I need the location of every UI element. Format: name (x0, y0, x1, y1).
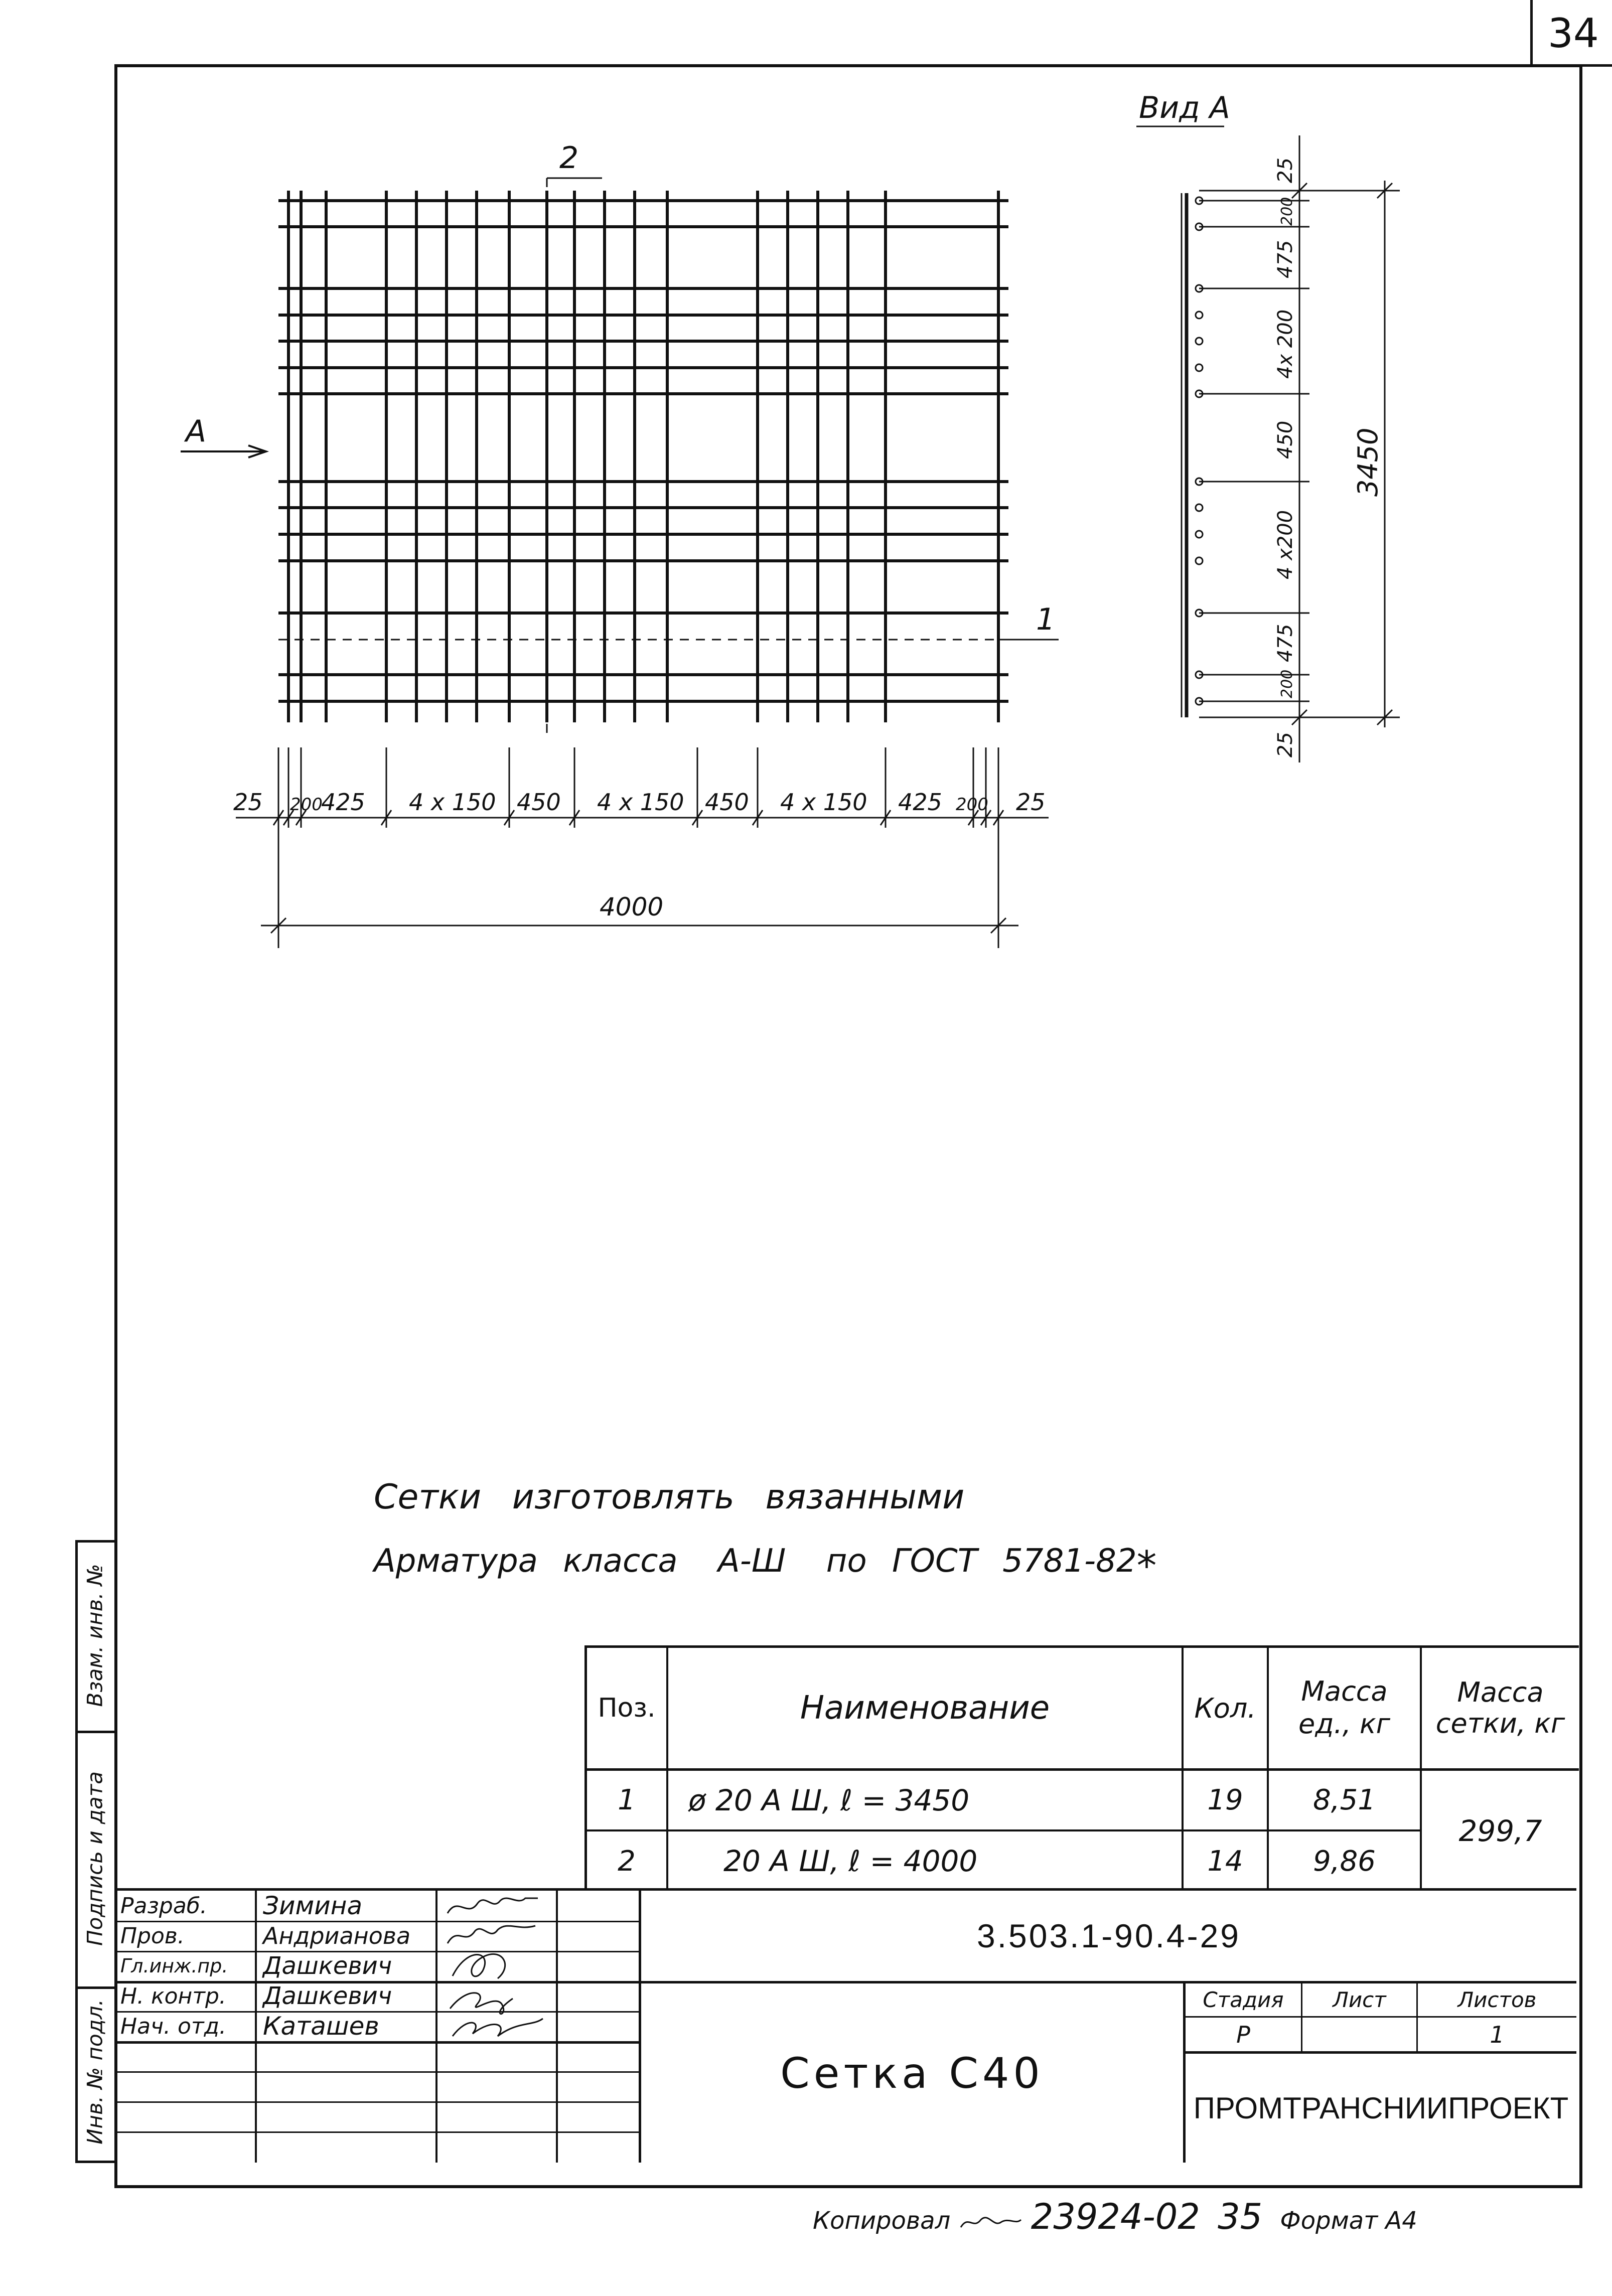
vdim-label: 4х 200 (1274, 309, 1297, 379)
note-line-1: Сетки изготовлять вязанными (374, 1477, 965, 1517)
vdim-label: 4 х200 (1274, 510, 1297, 579)
vdim-label: 450 (1274, 420, 1297, 459)
side-stamp-divider-2 (75, 1986, 114, 1989)
role-chief-engineer: Гл.инж.пр. (120, 1955, 228, 1977)
name-dept-head: Каташев (263, 2012, 379, 2041)
longitudinal-bars (288, 191, 998, 722)
side-field-signature-date: Подпись и дата (82, 1771, 107, 1946)
row-1-qty: 19 (1207, 1784, 1243, 1816)
name-checker: Андрианова (263, 1922, 411, 1949)
hdim-label: 200 (290, 795, 323, 815)
stage-value: Р (1236, 2021, 1250, 2048)
section-label-1: 1 (1036, 602, 1056, 637)
arrow-a-label: А (186, 414, 207, 449)
copied-label: Копировал (813, 2207, 951, 2235)
hdim-label: 450 (517, 789, 561, 816)
role-dept-head: Нач. отд. (120, 2013, 226, 2039)
hdim-label: 425 (321, 789, 365, 816)
side-field-original-inv: Инв. № подл. (82, 1999, 107, 2145)
row-2-qty: 14 (1207, 1845, 1243, 1878)
row-2-unit-mass: 9,86 (1313, 1845, 1376, 1878)
asterisk: * (1136, 1543, 1157, 1589)
row-1-name: ø 20 А Ш, ℓ = 3450 (688, 1783, 970, 1817)
hdim-label: 25 (233, 789, 263, 816)
mesh-mass-total: 299,7 (1458, 1813, 1542, 1848)
role-checker: Пров. (120, 1923, 185, 1949)
section-label-2: 2 (559, 140, 579, 176)
overall-height-label: 3450 (1352, 427, 1384, 497)
drawing-title: Сетка С40 (780, 2048, 1044, 2098)
role-norm-control: Н. контр. (120, 1983, 226, 2009)
format-label: Формат А4 (1280, 2207, 1417, 2235)
hdim-label: 450 (705, 789, 749, 816)
note-line-2 (374, 1543, 1157, 1589)
vertical-dimension-labels (1274, 158, 1297, 757)
organization: ПРОМТРАНСНИИПРОЕКТ (1193, 2091, 1569, 2125)
name-developer: Зимина (263, 1891, 363, 1920)
stage-label: Стадия (1203, 1987, 1284, 2012)
mesh-drawing (0, 0, 1612, 1003)
hdim-label: 4 х 150 (780, 789, 867, 816)
hdim-label: 200 (956, 795, 988, 815)
overall-width-label: 4000 (600, 892, 664, 922)
row-1-pos: 1 (618, 1784, 636, 1816)
row-1-unit-mass: 8,51 (1313, 1784, 1376, 1816)
copier-signature (958, 2210, 1023, 2235)
spec-table (584, 1645, 1579, 1891)
horizontal-dimension-labels (233, 789, 1046, 816)
sheet-sequence: 35 (1218, 2196, 1263, 2237)
vdim-label: 200 (1278, 197, 1296, 226)
sheets-value: 1 (1490, 2021, 1505, 2048)
vdim-label: 475 (1274, 624, 1297, 662)
name-norm-control: Дашкевич (263, 1982, 392, 2010)
header-mesh-mass: Масса сетки, кг (1435, 1676, 1565, 1739)
class-designation: А-Ш (717, 1543, 786, 1580)
side-stamp-divider-1 (75, 1731, 114, 1733)
vdim-label: 25 (1274, 732, 1297, 757)
order-number: 23924-02 (1031, 2196, 1200, 2237)
bar-sections (1196, 197, 1203, 705)
transverse-bars (278, 201, 1008, 701)
name-chief-engineer: Дашкевич (263, 1952, 392, 1980)
hdim-label: 425 (898, 789, 942, 816)
row-2-pos: 2 (618, 1845, 636, 1878)
sheet-label: Лист (1333, 1987, 1386, 2012)
hdim-label: 4 х 150 (409, 789, 496, 816)
signatures (437, 1891, 588, 2046)
hdim-label: 4 х 150 (597, 789, 684, 816)
row-2-name: 20 А Ш, ℓ = 4000 (723, 1844, 978, 1878)
vdim-label: 475 (1274, 240, 1297, 278)
header-unit-mass: Масса ед., кг (1298, 1675, 1391, 1740)
side-field-replacement-inv: Взам. инв. № (82, 1564, 107, 1707)
title-block (114, 1888, 1576, 2163)
view-a-title: Вид А (1139, 90, 1230, 125)
page-number: 34 (1548, 10, 1599, 57)
header-qty: Кол. (1194, 1692, 1256, 1724)
sheet-value (1302, 2018, 1416, 2051)
role-developer: Разраб. (120, 1893, 207, 1919)
header-pos: Поз. (598, 1693, 656, 1723)
hdim-label: 25 (1016, 789, 1046, 816)
document-code: 3.503.1-90.4-29 (976, 1917, 1241, 1954)
footer (813, 2196, 1417, 2237)
sheets-label: Листов (1457, 1987, 1537, 2012)
note-line-2-prefix: Арматура класса (374, 1543, 678, 1580)
header-name: Наименование (800, 1690, 1050, 1727)
vdim-label: 200 (1278, 669, 1296, 698)
note-line-2-suffix: по ГОСТ 5781-82 (826, 1543, 1137, 1580)
vdim-label: 25 (1274, 158, 1297, 183)
